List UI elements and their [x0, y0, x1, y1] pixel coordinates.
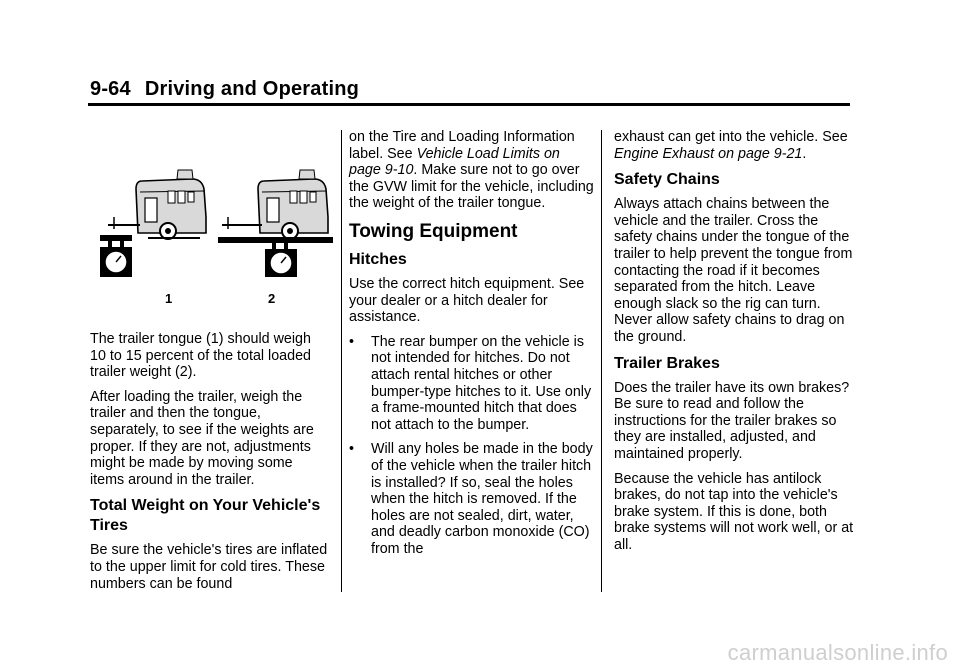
paragraph-tire-inflation: Be sure the vehicle's tires are inflated to the upper limit for cold tires. These numbers can be found [90, 542, 328, 592]
paragraph-hitch-equipment: Use the correct hitch equipment. See your dealer or a hitch dealer for assistance. [349, 275, 585, 326]
bullet-text-holes: Will any holes be made in the body of the vehicle when the trailer hitch is installed? If so, seal the holes when the hitch is removed. If the holes are not sealed, dirt, water, and deadly carbon monoxide (CO) from the [371, 441, 593, 557]
figure-label-2: 2 [268, 291, 276, 306]
column-3 [614, 129, 854, 561]
bullet-icon: • [349, 441, 355, 458]
list-item [349, 441, 594, 557]
hitch-bullet-list [349, 334, 594, 558]
paragraph-safety-chains: Always attach chains between the vehicle and the trailer. Cross the safety chains under the tongue of the trailer to help prevent the tongue from contacting the road if it becomes separated from the hitch. Leave enough slack so the rig can turn. Never allow safety chains to drag on the ground. [614, 196, 853, 345]
column-1 [90, 331, 330, 600]
link-engine-exhaust[interactable]: Engine Exhaust on page 9-21 [614, 145, 803, 162]
column-2 [349, 129, 594, 565]
column-divider-2 [601, 130, 602, 592]
trailer-weighing-figure [88, 165, 333, 315]
figure-label-1: 1 [165, 291, 173, 306]
heading-total-weight: Total Weight on Your Vehicle's Tires [90, 497, 321, 535]
heading-safety-chains: Safety Chains [614, 171, 720, 189]
trailer-1-illustration [100, 170, 206, 277]
paragraph-trailer-brakes: Does the trailer have its own brakes? Be sure to read and follow the instructions for the trailer brakes so they are installed, adjusted, and maintained properly. [614, 379, 850, 462]
header-rule [88, 103, 850, 106]
paragraph-weigh-trailer: After loading the trailer, weigh the trailer and then the tongue, separately, to see if the weights are proper. If they are not, adjustments might be made by moving some items around in the trailer. [90, 388, 314, 488]
page-number: 9-64 [90, 78, 131, 100]
watermark: carmanualsonline.info [727, 640, 948, 665]
heading-towing-equipment: Towing Equipment [349, 220, 518, 242]
list-item [349, 334, 594, 434]
paragraph-exhaust [614, 129, 854, 162]
exhaust-text-b: . [802, 145, 807, 162]
load-limits-text-a: on the Tire and Loading Information label. See [349, 129, 575, 162]
paragraph-tongue-weight: The trailer tongue (1) should weigh 10 to 15 percent of the total loaded trailer weight (2). [90, 331, 311, 381]
trailer-2-illustration [218, 170, 333, 277]
exhaust-text-a: exhaust can get into the vehicle. See [614, 129, 848, 145]
bullet-icon: • [349, 333, 355, 350]
paragraph-load-limits [349, 129, 594, 212]
page-header [90, 78, 359, 101]
paragraph-antilock: Because the vehicle has antilock brakes, do not tap into the vehicle's brake system. If this is done, both brake systems will not work well, or at all. [614, 470, 854, 553]
column-divider-1 [341, 130, 342, 592]
load-limits-text-b: . Make sure not to go over the GVW limit for the vehicle, including the weight of the trailer tongue. [349, 162, 594, 212]
heading-trailer-brakes: Trailer Brakes [614, 354, 720, 372]
bullet-text-rear-bumper: The rear bumper on the vehicle is not intended for hitches. Do not attach rental hitches or other bumper-type hitches to it. Use only a frame-mounted hitch that does not attach to the bumper. [371, 333, 592, 433]
section-title: Driving and Operating [144, 78, 360, 100]
heading-hitches: Hitches [349, 250, 407, 268]
link-vehicle-load-limits[interactable]: Vehicle Load Limits on page 9-10 [349, 145, 560, 179]
